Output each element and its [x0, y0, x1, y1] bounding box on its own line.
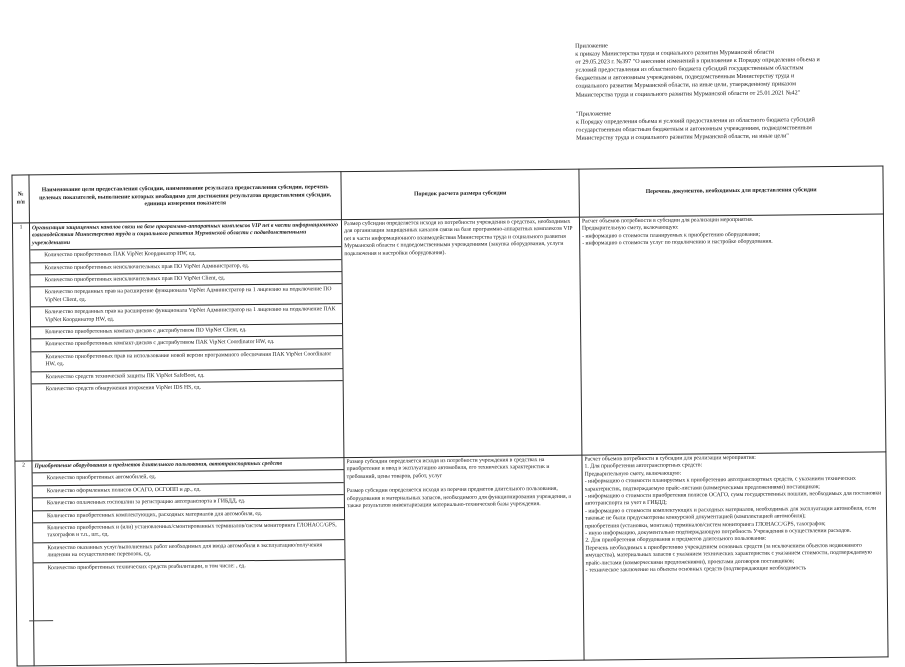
header-line: социального развития Мурманской области, на иные цели, утвержденному приказом — [575, 81, 797, 91]
indicator-item: Количество оформленных полисов ОСАГО, ОСГОПП и др., ед. — [33, 482, 344, 498]
indicator-item: Количество приобретенных неисключительных прав ПО VipNet Администратор, ед. — [30, 259, 341, 275]
docs-line: Расчет объемов потребности в субсидии для реализации мероприятия: — [584, 454, 756, 463]
calc-cell — [341, 217, 581, 457]
order-appendix-header — [575, 40, 820, 99]
indicator-item: Количество приобретенных компакт-дисков с дистрибутивом ПАК VipNet Coordinator HW, ед. — [31, 336, 342, 352]
procedure-appendix-header — [576, 108, 815, 143]
docs-line: - информацию о стоимости приобретения полисов ОСАГО, сумм государственных пошлин, необходимых для постановки автотранспорта на учет в ГИБДД; — [584, 490, 882, 508]
header-line: бюджетным и автономным учреждениям, подведомственным Министерству труда и — [575, 73, 795, 83]
goal-title: Приобретение оборудования и предметов длительного пользования, автотранспортных средств — [34, 460, 283, 470]
indicator-item: Количество переданных прав на расширение функционала VipNet Администратор на 1 лицензию на подключение ПАК VipNet Координатор HW, ед. — [31, 304, 342, 327]
indicator-item: Количество приобретенных неисключительных прав ПО VipNet Client, ед. — [31, 272, 342, 288]
indicator-item: Количество приобретенных технических средств реабилитации, в том числе: , ед. — [34, 559, 345, 574]
docs-line: 2. Для приобретения оборудования и предметов длительного пользования: — [585, 536, 767, 545]
header-line: Приложение — [575, 43, 608, 50]
calc-cell — [344, 455, 584, 662]
docs-line: - информацию о стоимости комплектующих и расходных материалов, необходимых для эксплуатации автомобиля, если таковые не были предусмотрены конкурсной документацией (комплектацией автомобиля); — [584, 505, 877, 522]
docs-line: - техническое заключение на объекты основных средств (подтверждающие необходимость — [585, 565, 807, 574]
indicator-item: Количество приобретенных комплектующих, расходных материалов для автомобиля, ед. — [33, 507, 344, 523]
indicator-item: Количество переданных прав на расширение функционала VipNet Администратор на 1 лицензию на подключение ПО VipNet Client, ед. — [31, 284, 342, 307]
row-number: 2 — [15, 461, 34, 666]
header-line: Министерства труда и социального развития Мурманской области от 25.01.2021 №42" — [575, 89, 801, 99]
docs-line: - информацию о стоимости планируемых к приобретению оборудования; — [582, 231, 761, 240]
header-calc: Порядок расчета размера субсидии — [341, 169, 579, 219]
header-line: условий предоставления из областного бюджета субсидий государственным областным — [575, 65, 804, 74]
indicators-cell — [32, 458, 346, 666]
docs-line: Перечень необходимых к приобретению учреждением основных средств (за исключением объектов недвижимого имущества), материальных запасов с указанием технических характеристик с указанием стоимости, подтверждаемую прайс-листами (коммерческими предложениями), проектами договоров поставщиков; — [585, 542, 872, 567]
calc-paragraph: Размер субсидии определяется исходя из перечня предметов длительного пользования, оборудования и материальных запасов, необходимого для функционирования учреждения, а также результатов инвентаризации материально-технической базы учреждения. — [346, 486, 571, 510]
header-docs: Перечень документов, необходимых для представления субсидии — [579, 166, 883, 217]
subsidy-table — [11, 165, 888, 666]
docs-cell — [579, 214, 885, 455]
indicator-item: Количество приобретенных прав на использование новой версии программного обеспечения ПАК VipNet Coordinator HW, ед. — [31, 349, 342, 372]
docs-cell — [582, 452, 888, 660]
goal-title: Организация защищенных каналов связи на базе программно-аппаратных комплексов VIP net в части информационного взаимодействия Министерства труда и социального развития Мурманской области с подведомственными учреждениями — [31, 222, 339, 247]
indicator-item: Количество средств обнаружения вторжения VipNet IDS HS, ед. — [32, 381, 343, 396]
page-mark — [29, 620, 53, 622]
docs-line: Расчет объемов потребности в субсидии для реализации мероприятия. — [581, 216, 754, 225]
header-line: к Порядку определения объема и условий предоставления из областного бюджета субсидий — [575, 117, 815, 126]
indicators-cell — [29, 220, 343, 461]
docs-line: - информацию о стоимости планируемых к приобретению автотранспортных средств, с указанием технических характеристик, подтверждаемую прайс-листами (коммерческими предложениями) поставщиков; — [584, 475, 856, 493]
docs-line: Предварительную смету, включающую: — [582, 225, 679, 233]
row-number: 1 — [12, 223, 31, 461]
indicator-item: Количество приобретенных и (или) установленных/смонтированных терминалов/систем мониторинга ГЛОНАСС/GPS, тахографов и т.п., шт., ед. — [33, 520, 344, 543]
docs-line: - иную информацию, документально подтверждающую потребность Учреждения в осуществлении расходов. — [585, 527, 852, 537]
header-line: от 29.05.2023 г. №397 "О внесении изменений в приложение к Порядку определения объема и — [575, 57, 820, 66]
calc-paragraph: Размер субсидии определяется исходя из потребности учреждения в средствах на приобретение и ввод в эксплуатацию автомобиля, его технических характеристик и требований, цены товаров, работ, услуг — [346, 457, 550, 480]
docs-line: приобретения (установки, монтажа) терминалов/систем мониторинга ГЛОНАСС/GPS, тахографов; — [585, 520, 826, 530]
header-line: государственным областным бюджетным и автономным учреждениям, подведомственным — [575, 125, 812, 134]
table-row — [12, 214, 885, 461]
indicator-item: Количество приобретенных автомобилей, ед. — [33, 470, 344, 486]
docs-line: Предварительную смету, включающую: — [584, 470, 682, 478]
calc-paragraph: Размер субсидии определяется исходя из потребности учреждения в средствах, необходимых для организации защищенных каналов связи на базе программно-аппаратных комплексов VIP net в части информационного взаимодействия Министерства труда и социального развития Мурманской области с подведомственными учреждениями (закупка оборудования, услуги подключения и настройки оборудования). — [343, 218, 573, 257]
docs-line: - информацию о стоимости услуг по подключению и настройке оборудования. — [582, 238, 773, 247]
indicator-item: Количество приобретенных компакт-дисков с дистрибутивом ПО VipNet Client, ед. — [31, 324, 342, 340]
indicator-item: Количество оплаченных госпошлин за регистрацию автотранспорта в ГИБДД, ед. — [33, 495, 344, 511]
indicator-item: Количество оказанных услуг/выполненных работ необходимых для ввода автомобиля в эксплуатацию/получения лицензии на осуществление перевозок, ед. — [33, 539, 344, 562]
docs-line: 1. Для приобретения автотранспортных средств: — [584, 462, 703, 471]
header-num: № п/п — [12, 175, 30, 223]
table-row — [15, 452, 888, 666]
indicator-item: Количество средств технической защиты ПК VipNet SafeBoot, ед. — [32, 368, 343, 384]
header-indicators: Наименование цели предоставления субсидии, наименование результата предоставления субсидии, перечень целевых показателей, выполнение которых необходимо для достижения результатов предоставления субсидии, единица измерения показателя — [29, 172, 341, 223]
header-line: Министерству труда и социального развития Мурманской области, на иные цели" — [576, 133, 789, 142]
header-line: к приказу Министерства труда и социального развития Мурманской области — [575, 49, 775, 58]
indicator-item: Количество приобретенных ПАК VipNet Координатор HW, ед. — [30, 247, 341, 263]
header-line: "Приложение — [575, 111, 612, 118]
